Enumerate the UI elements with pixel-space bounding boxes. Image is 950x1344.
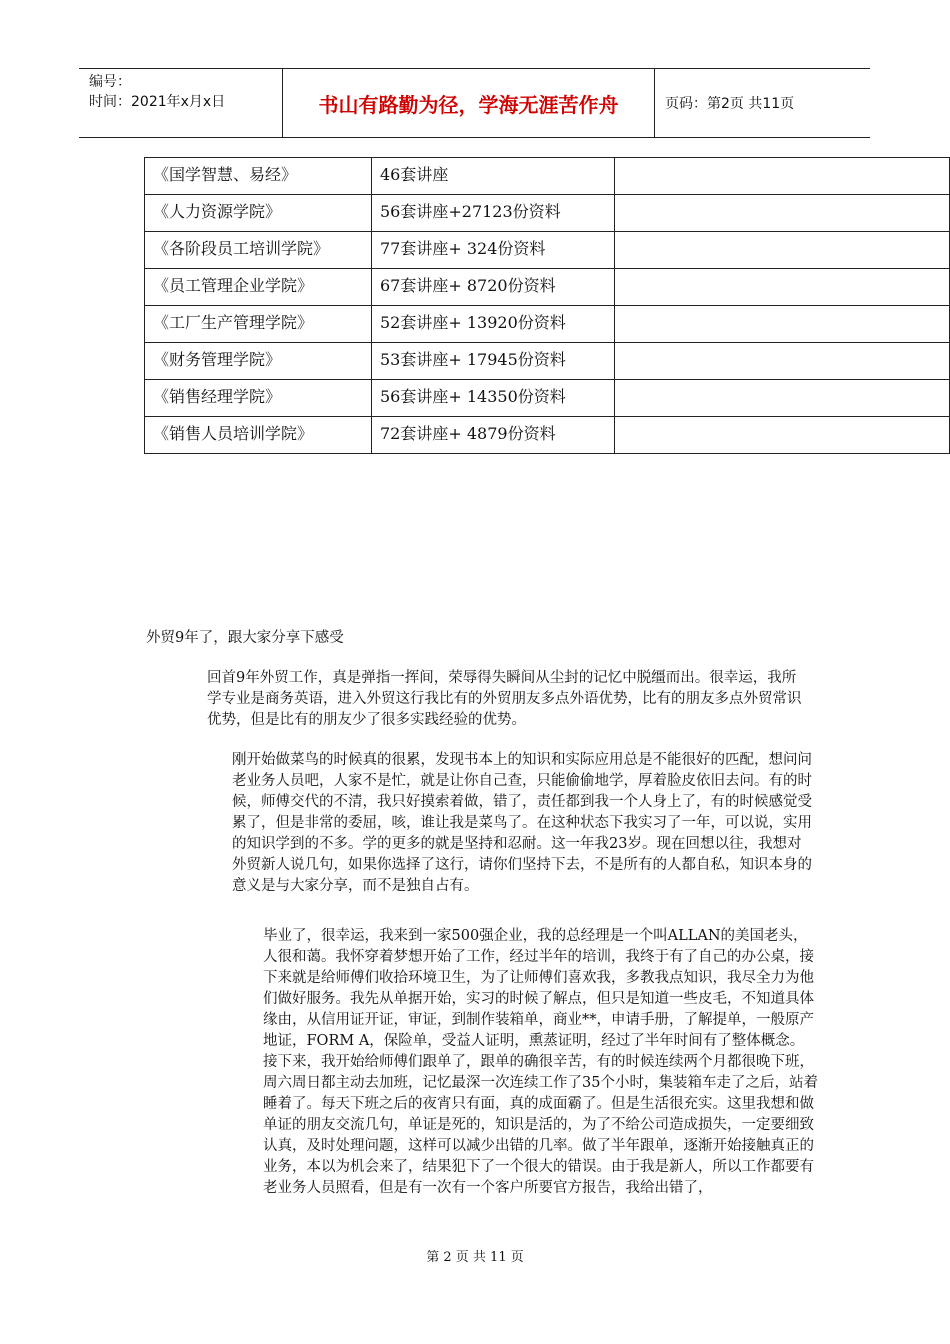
course-name-cell: 《销售经理学院》 [145,380,372,417]
table-row [145,417,950,454]
catalog-table [144,157,950,454]
table-row [145,232,950,269]
table-row [145,269,950,306]
article-paragraph: 毕业了，很幸运，我来到一家500强企业，我的总经理是一个叫ALLAN的美国老头，人很和蔼。我怀穿着梦想开始了工作，经过半年的培训，我终于有了自己的办公桌，接下来就是给师傅们收拾环境卫生，为了让师傅们喜欢我，多教我点知识，我尽全力为他们做好服务。我先从单据开始，实习的时候了解点，但只是知道一些皮毛，不知道具体缘由，从信用证开证，审证，到制作装箱单，商业**，申请手册，了解提单，一般原产地证，FORM A，保险单，受益人证明，熏蒸证明，经过了半年时间有了整体概念。接下来，我开始给师傅们跟单了，跟单的确很辛苦，有的时候连续两个月都很晚下班，周六周日都主动去加班，记忆最深一次连续工作了35个小时，集装箱车走了之后，站着睡着了。每天下班之后的夜宵只有面，真的成面霸了。但是生活很充实。这里我想和做单证的朋友交流几句，单证是死的，知识是活的，为了不给公司造成损失，一定要细致认真，及时处理问题，这样可以减少出错的几率。做了半年跟单，逐渐开始接触真正的业务，本以为机会来了，结果犯下了一个很大的错误。由于我是新人，所以工作都要有老业务人员照看，但是有一次有一个客户所要官方报告，我给出错了， [263,928,818,1196]
course-name-cell: 《员工管理企业学院》 [145,269,372,306]
course-content-cell: 56套讲座+ 14350份资料 [372,380,615,417]
article-paragraph: 回首9年外贸工作，真是弹指一挥间，荣辱得失瞬间从尘封的记忆中脱缰而出。很幸运，我所学专业是商务英语，进入外贸这行我比有的外贸朋友多点外语优势，比有的朋友多点外贸常识优势，但是比有的朋友少了很多实践经验的优势。 [207,670,802,728]
header-meta [89,72,225,112]
course-note-cell [615,380,950,417]
course-note-cell [615,269,950,306]
course-content-cell: 53套讲座+ 17945份资料 [372,343,615,380]
course-content-cell: 56套讲座+27123份资料 [372,195,615,232]
course-note-cell [615,195,950,232]
course-content-cell: 46套讲座 [372,158,615,195]
table-row [145,343,950,380]
course-note-cell [615,417,950,454]
course-content-cell: 77套讲座+ 324份资料 [372,232,615,269]
course-note-cell [615,343,950,380]
document-number-label: 编号： [89,74,131,90]
course-note-cell [615,232,950,269]
course-content-cell: 52套讲座+ 13920份资料 [372,306,615,343]
document-date: 时间：2021年x月x日 [89,94,226,110]
course-content-cell: 72套讲座+ 4879份资料 [372,417,615,454]
table-row [145,158,950,195]
article-paragraph: 刚开始做菜鸟的时候真的很累，发现书本上的知识和实际应用总是不能很好的匹配，想问问老业务人员吧，人家不是忙，就是让你自己查，只能偷偷地学，厚着脸皮依旧去问。有的时候，师傅交代的不清，我只好摸索着做，错了，责任都到我一个人身上了，有的时候感觉受累了，但是非常的委屈，咳，谁让我是菜鸟了。在这种状态下我实习了一年，可以说，实用的知识学到的不多。学的更多的就是坚持和忍耐。这一年我23岁。现在回想以往，我想对外贸新人说几句，如果你选择了这行，请你们坚持下去，不是所有的人都自私，知识本身的意义是与大家分享，而不是独自占有。 [232,752,812,894]
header-divider [654,69,655,137]
course-name-cell: 《国学智慧、易经》 [145,158,372,195]
course-note-cell [615,158,950,195]
page-header [79,68,870,138]
table-row [145,195,950,232]
course-name-cell: 《各阶段员工培训学院》 [145,232,372,269]
course-name-cell: 《销售人员培训学院》 [145,417,372,454]
course-name-cell: 《人力资源学院》 [145,195,372,232]
page-footer: 第 2 页 共 11 页 [426,1250,524,1265]
course-note-cell [615,306,950,343]
header-page-info: 页码：第2页 共11页 [665,96,795,112]
article-title: 外贸9年了，跟大家分享下感受 [146,630,344,646]
header-motto: 书山有路勤为径，学海无涯苦作舟 [318,92,619,117]
table-row [145,380,950,417]
course-name-cell: 《财务管理学院》 [145,343,372,380]
course-name-cell: 《工厂生产管理学院》 [145,306,372,343]
course-content-cell: 67套讲座+ 8720份资料 [372,269,615,306]
table-row [145,306,950,343]
